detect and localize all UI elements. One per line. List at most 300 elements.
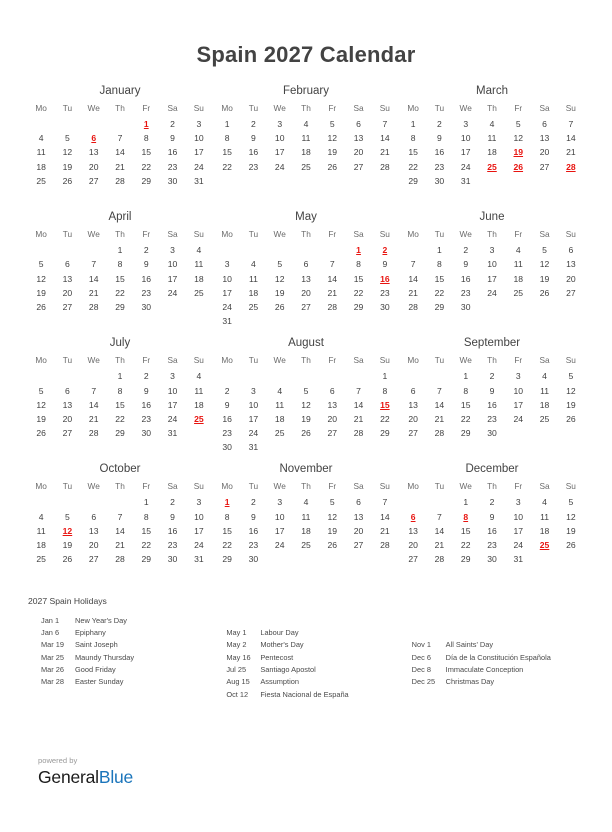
day-cell-empty (240, 314, 266, 328)
day-cell-empty (558, 440, 584, 454)
weekday-header-sa: Sa (353, 229, 364, 240)
day-cell: 11 (194, 259, 204, 270)
week-row (214, 300, 398, 314)
holiday-date: Dec 6 (411, 652, 431, 662)
day-cell: 25 (274, 428, 285, 439)
day-cell: 16 (487, 525, 497, 536)
day-cell: 18 (194, 273, 204, 284)
week-row (400, 383, 584, 397)
day-cell-empty (531, 566, 557, 580)
day-cell: 10 (194, 133, 204, 144)
day-cell: 6 (568, 245, 574, 256)
day-cell-empty (159, 188, 185, 202)
day-cell: 10 (513, 385, 524, 396)
weekday-header-sa: Sa (539, 481, 550, 492)
holiday-list-item (28, 677, 213, 689)
day-cell: 29 (460, 554, 471, 565)
day-cell: 8 (224, 511, 230, 522)
day-cell: 12 (36, 273, 46, 284)
weekday-header-su: Su (379, 481, 390, 492)
weekday-header-we: We (459, 481, 472, 492)
day-cell: 19 (327, 147, 338, 158)
month-march (400, 84, 584, 202)
weekday-header-row (28, 481, 212, 495)
month-name: March (476, 85, 508, 97)
day-cell: 10 (248, 399, 259, 410)
day-cell: 29 (222, 554, 232, 565)
day-cell: 2 (143, 245, 149, 256)
day-cell-holiday: 12 (62, 525, 73, 536)
day-cell-empty (372, 174, 398, 188)
day-cell: 19 (62, 161, 73, 172)
day-cell-empty (214, 243, 240, 257)
day-cell-empty (372, 440, 398, 454)
day-cell: 1 (224, 119, 230, 130)
day-cell: 7 (382, 119, 388, 130)
day-cell: 17 (248, 413, 259, 424)
day-cell-empty (372, 566, 398, 580)
day-cell: 26 (566, 540, 576, 551)
weekday-header-row (400, 229, 584, 243)
day-cell: 23 (380, 287, 390, 298)
day-cell: 21 (327, 287, 338, 298)
day-cell-empty (267, 369, 293, 383)
weekday-header-sa: Sa (353, 103, 364, 113)
day-cell: 1 (437, 245, 442, 256)
day-cell: 20 (62, 287, 73, 298)
day-cell: 18 (513, 273, 524, 284)
day-cell: 2 (437, 119, 442, 130)
day-cell-empty (28, 440, 54, 454)
month-grid (28, 355, 212, 454)
day-cell: 17 (513, 525, 524, 536)
day-cell: 1 (117, 371, 123, 382)
day-cell: 30 (167, 175, 178, 186)
week-row (400, 117, 584, 131)
day-cell: 21 (88, 413, 99, 424)
day-cell: 13 (353, 133, 364, 144)
day-cell: 20 (353, 525, 364, 536)
day-cell: 12 (513, 133, 524, 144)
day-cell: 11 (36, 147, 46, 158)
day-cell: 6 (329, 385, 335, 396)
week-row (214, 524, 398, 538)
day-cell-empty (133, 440, 159, 454)
day-cell: 18 (301, 147, 311, 158)
day-cell: 7 (91, 385, 97, 396)
week-row (28, 398, 212, 412)
day-cell: 27 (408, 428, 418, 439)
day-cell-empty (133, 188, 159, 202)
day-cell: 3 (489, 245, 495, 256)
day-cell: 3 (251, 385, 256, 396)
month-name: January (99, 85, 141, 97)
holiday-date: Oct 12 (226, 689, 249, 699)
weekday-header-tu: Tu (434, 355, 445, 366)
day-cell: 15 (408, 147, 418, 158)
day-cell: 25 (248, 301, 259, 312)
day-cell-empty (531, 174, 557, 188)
day-cell: 17 (222, 287, 232, 298)
day-cell-empty (133, 566, 159, 580)
day-cell: 20 (566, 273, 576, 284)
holiday-name: Día de la Constitución Española (445, 652, 551, 662)
week-row (400, 369, 584, 383)
day-cell-empty (293, 566, 319, 580)
day-cell: 21 (434, 413, 445, 424)
day-cell-empty (81, 369, 107, 383)
day-cell: 4 (303, 119, 309, 130)
weekday-header-su: Su (565, 481, 576, 492)
day-cell-empty (159, 314, 185, 328)
day-cell: 8 (437, 259, 442, 270)
holiday-list-item (399, 653, 584, 665)
day-cell: 3 (277, 119, 283, 130)
day-cell: 17 (167, 273, 178, 284)
day-cell: 20 (301, 287, 311, 298)
day-cell-empty (319, 314, 345, 328)
week-row (214, 552, 398, 566)
day-cell: 29 (141, 554, 152, 565)
day-cell: 23 (141, 413, 152, 424)
holiday-name: Saint Joseph (75, 640, 118, 650)
day-cell: 24 (513, 413, 524, 424)
week-row (400, 510, 584, 524)
week-row (28, 552, 212, 566)
footer-branding (38, 756, 133, 788)
day-cell: 29 (408, 175, 418, 186)
weekday-header-sa: Sa (539, 103, 550, 113)
day-cell-empty (81, 495, 107, 509)
month-july (28, 336, 212, 454)
day-cell: 12 (36, 399, 46, 410)
day-cell-empty (400, 495, 426, 509)
month-grid (400, 103, 584, 202)
day-cell-empty (319, 369, 345, 383)
day-cell-empty (345, 314, 371, 328)
day-cell-empty (267, 243, 293, 257)
day-cell: 4 (196, 245, 202, 256)
day-cell-empty (400, 188, 426, 202)
weekday-header-row (28, 229, 212, 243)
holiday-list-item (213, 653, 398, 665)
day-cell: 9 (382, 259, 388, 270)
day-cell: 20 (327, 413, 338, 424)
day-cell-empty (372, 314, 398, 328)
day-cell-empty (479, 174, 505, 188)
day-cell: 10 (222, 273, 232, 284)
day-cell-holiday: 19 (513, 147, 524, 158)
day-cell: 2 (463, 245, 469, 256)
day-cell-empty (345, 188, 371, 202)
week-row (214, 257, 398, 271)
quarter-row (28, 462, 584, 580)
weekday-header-tu: Tu (434, 229, 445, 240)
day-cell: 4 (251, 259, 256, 270)
day-cell: 11 (36, 525, 46, 536)
holiday-list-item (28, 628, 213, 640)
day-cell: 26 (274, 301, 285, 312)
holiday-name: Maundy Thursday (75, 652, 135, 662)
week-row (28, 131, 212, 145)
day-cell: 1 (382, 371, 388, 382)
day-cell-holiday: 1 (356, 245, 361, 256)
day-cell: 25 (36, 554, 46, 565)
day-cell-empty (400, 440, 426, 454)
week-row (28, 174, 212, 188)
weekday-header-tu: Tu (248, 355, 259, 366)
day-cell: 29 (460, 428, 471, 439)
day-cell: 22 (434, 287, 445, 298)
page-title: Spain 2027 Calendar (196, 42, 416, 67)
day-cell-empty (558, 300, 584, 314)
day-cell: 3 (515, 497, 521, 508)
day-cell: 14 (327, 273, 338, 284)
weekday-header-sa: Sa (167, 229, 178, 240)
week-row (400, 160, 584, 174)
day-cell: 24 (274, 540, 285, 551)
day-cell-empty (240, 243, 266, 257)
day-cell: 6 (65, 385, 70, 396)
holiday-name: Assumption (260, 677, 299, 687)
day-cell: 7 (356, 385, 361, 396)
day-cell-empty (531, 552, 557, 566)
day-cell: 6 (303, 259, 309, 270)
day-cell: 14 (115, 147, 125, 158)
day-cell: 8 (143, 511, 149, 522)
month-grid (214, 229, 398, 328)
weekday-header-tu: Tu (62, 103, 73, 113)
day-cell-empty (107, 314, 133, 328)
day-cell-empty (28, 314, 54, 328)
week-row (214, 412, 398, 426)
holiday-list-item (213, 628, 398, 640)
day-cell: 4 (196, 371, 202, 382)
week-row (28, 117, 212, 131)
weekday-header-fr: Fr (142, 355, 151, 366)
day-cell-empty (505, 566, 531, 580)
day-cell-empty (453, 440, 479, 454)
day-cell: 30 (434, 175, 445, 186)
weekday-header-mo: Mo (35, 355, 47, 366)
weekday-header-sa: Sa (353, 481, 364, 492)
day-cell-empty (531, 314, 557, 328)
month-grid (28, 481, 212, 580)
day-cell-holiday: 26 (513, 161, 524, 172)
holiday-column-1 (28, 616, 213, 703)
day-cell: 21 (353, 413, 364, 424)
day-cell-empty (54, 566, 80, 580)
weekday-header-mo: Mo (221, 481, 233, 492)
month-grid (28, 229, 212, 328)
day-cell-empty (54, 243, 80, 257)
day-cell: 21 (115, 161, 125, 172)
day-cell: 23 (487, 413, 497, 424)
day-cell: 19 (327, 525, 338, 536)
day-cell: 13 (62, 399, 73, 410)
day-cell-holiday: 8 (463, 511, 469, 522)
day-cell-empty (81, 440, 107, 454)
day-cell-empty (319, 566, 345, 580)
day-cell: 13 (62, 273, 73, 284)
day-cell: 23 (434, 161, 445, 172)
day-cell-empty (531, 188, 557, 202)
week-row (28, 243, 212, 257)
day-cell: 15 (434, 273, 445, 284)
logo-text-blue: Blue (98, 767, 134, 787)
weekday-header-fr: Fr (514, 355, 523, 366)
month-grid (214, 355, 398, 454)
day-cell-empty (558, 426, 584, 440)
holiday-name: All Saints' Day (445, 640, 494, 650)
day-cell-empty (400, 369, 426, 383)
holiday-date: Mar 19 (41, 640, 65, 650)
holiday-name: New Year's Day (75, 615, 127, 625)
week-row (400, 398, 584, 412)
day-cell: 26 (301, 428, 311, 439)
day-cell: 1 (463, 497, 469, 508)
day-cell-holiday: 28 (566, 161, 576, 172)
week-row (400, 566, 584, 580)
weekday-header-th: Th (301, 355, 311, 366)
day-cell: 2 (143, 371, 149, 382)
day-cell: 7 (329, 259, 335, 270)
day-cell: 4 (515, 245, 521, 256)
weekday-header-tu: Tu (248, 229, 259, 240)
day-cell: 3 (170, 371, 175, 382)
weekday-header-th: Th (487, 103, 497, 113)
day-cell-empty (319, 188, 345, 202)
day-cell: 28 (353, 428, 364, 439)
day-cell: 31 (167, 428, 178, 439)
day-cell-empty (81, 566, 107, 580)
week-row (28, 538, 212, 552)
day-cell: 21 (88, 287, 99, 298)
week-row (214, 243, 398, 257)
weekday-header-fr: Fr (328, 355, 337, 366)
weekday-header-row (400, 355, 584, 369)
day-cell: 2 (489, 371, 495, 382)
holiday-name: Fiesta Nacional de España (260, 689, 349, 699)
week-row (214, 286, 398, 300)
day-cell-empty (345, 552, 371, 566)
day-cell: 7 (410, 259, 416, 270)
holiday-date: Jan 1 (41, 615, 60, 625)
day-cell: 22 (380, 413, 390, 424)
day-cell-empty (54, 440, 80, 454)
day-cell: 24 (222, 301, 232, 312)
day-cell: 28 (88, 428, 99, 439)
weekday-header-tu: Tu (248, 481, 259, 492)
day-cell: 23 (248, 161, 259, 172)
day-cell: 21 (380, 525, 390, 536)
day-cell: 21 (566, 147, 576, 158)
day-cell: 24 (194, 161, 204, 172)
generalblue-logo[interactable] (38, 767, 133, 788)
day-cell-holiday: 25 (487, 161, 497, 172)
day-cell: 27 (88, 554, 99, 565)
day-cell: 3 (196, 119, 202, 130)
holiday-list-item (28, 616, 213, 628)
day-cell: 13 (88, 147, 99, 158)
weekday-header-tu: Tu (62, 229, 73, 240)
day-cell: 23 (222, 428, 232, 439)
day-cell: 7 (91, 259, 97, 270)
day-cell: 8 (117, 385, 123, 396)
week-row (214, 495, 398, 509)
weekday-header-row (400, 481, 584, 495)
day-cell: 11 (301, 133, 311, 144)
day-cell: 1 (463, 371, 469, 382)
day-cell: 3 (196, 497, 202, 508)
day-cell-empty (107, 566, 133, 580)
day-cell: 22 (115, 413, 125, 424)
month-june (400, 210, 584, 328)
day-cell-empty (505, 300, 531, 314)
day-cell: 7 (437, 385, 442, 396)
day-cell: 28 (380, 161, 390, 172)
week-row (400, 552, 584, 566)
day-cell: 29 (380, 428, 390, 439)
holiday-name: Christmas Day (445, 677, 495, 687)
day-cell-empty (319, 243, 345, 257)
day-cell-empty (186, 440, 212, 454)
day-cell-empty (479, 314, 505, 328)
day-cell: 14 (380, 133, 390, 144)
day-cell: 25 (301, 540, 311, 551)
day-cell: 23 (487, 540, 497, 551)
day-cell: 11 (513, 259, 523, 270)
day-cell: 22 (141, 161, 152, 172)
day-cell: 20 (408, 413, 418, 424)
day-cell: 5 (568, 497, 574, 508)
day-cell: 23 (167, 161, 178, 172)
day-cell: 21 (380, 147, 390, 158)
week-row (28, 524, 212, 538)
day-cell: 5 (542, 245, 547, 256)
weekday-header-th: Th (487, 355, 497, 366)
day-cell: 13 (408, 399, 418, 410)
day-cell: 23 (167, 540, 178, 551)
holiday-date: Jul 25 (226, 665, 247, 675)
day-cell: 17 (194, 147, 204, 158)
month-grid (214, 103, 398, 202)
day-cell-empty (319, 174, 345, 188)
weekday-header-su: Su (193, 481, 204, 492)
weekday-header-we: We (273, 481, 286, 492)
weekday-header-su: Su (565, 229, 576, 240)
day-cell: 24 (513, 540, 524, 551)
day-cell: 26 (327, 161, 338, 172)
weekday-header-tu: Tu (434, 103, 445, 113)
weekday-header-tu: Tu (434, 481, 445, 492)
weekday-header-th: Th (115, 103, 125, 113)
weekday-header-mo: Mo (407, 481, 419, 492)
day-cell: 19 (566, 525, 576, 536)
day-cell: 3 (277, 497, 283, 508)
day-cell: 15 (222, 147, 232, 158)
day-cell: 9 (251, 133, 256, 144)
weekday-header-we: We (273, 229, 286, 240)
day-cell: 16 (222, 413, 232, 424)
day-cell: 13 (327, 399, 338, 410)
week-row (28, 286, 212, 300)
month-grid (400, 229, 584, 328)
day-cell-empty (426, 440, 452, 454)
weekday-header-row (400, 103, 584, 117)
day-cell-empty (558, 314, 584, 328)
day-cell-empty (345, 566, 371, 580)
